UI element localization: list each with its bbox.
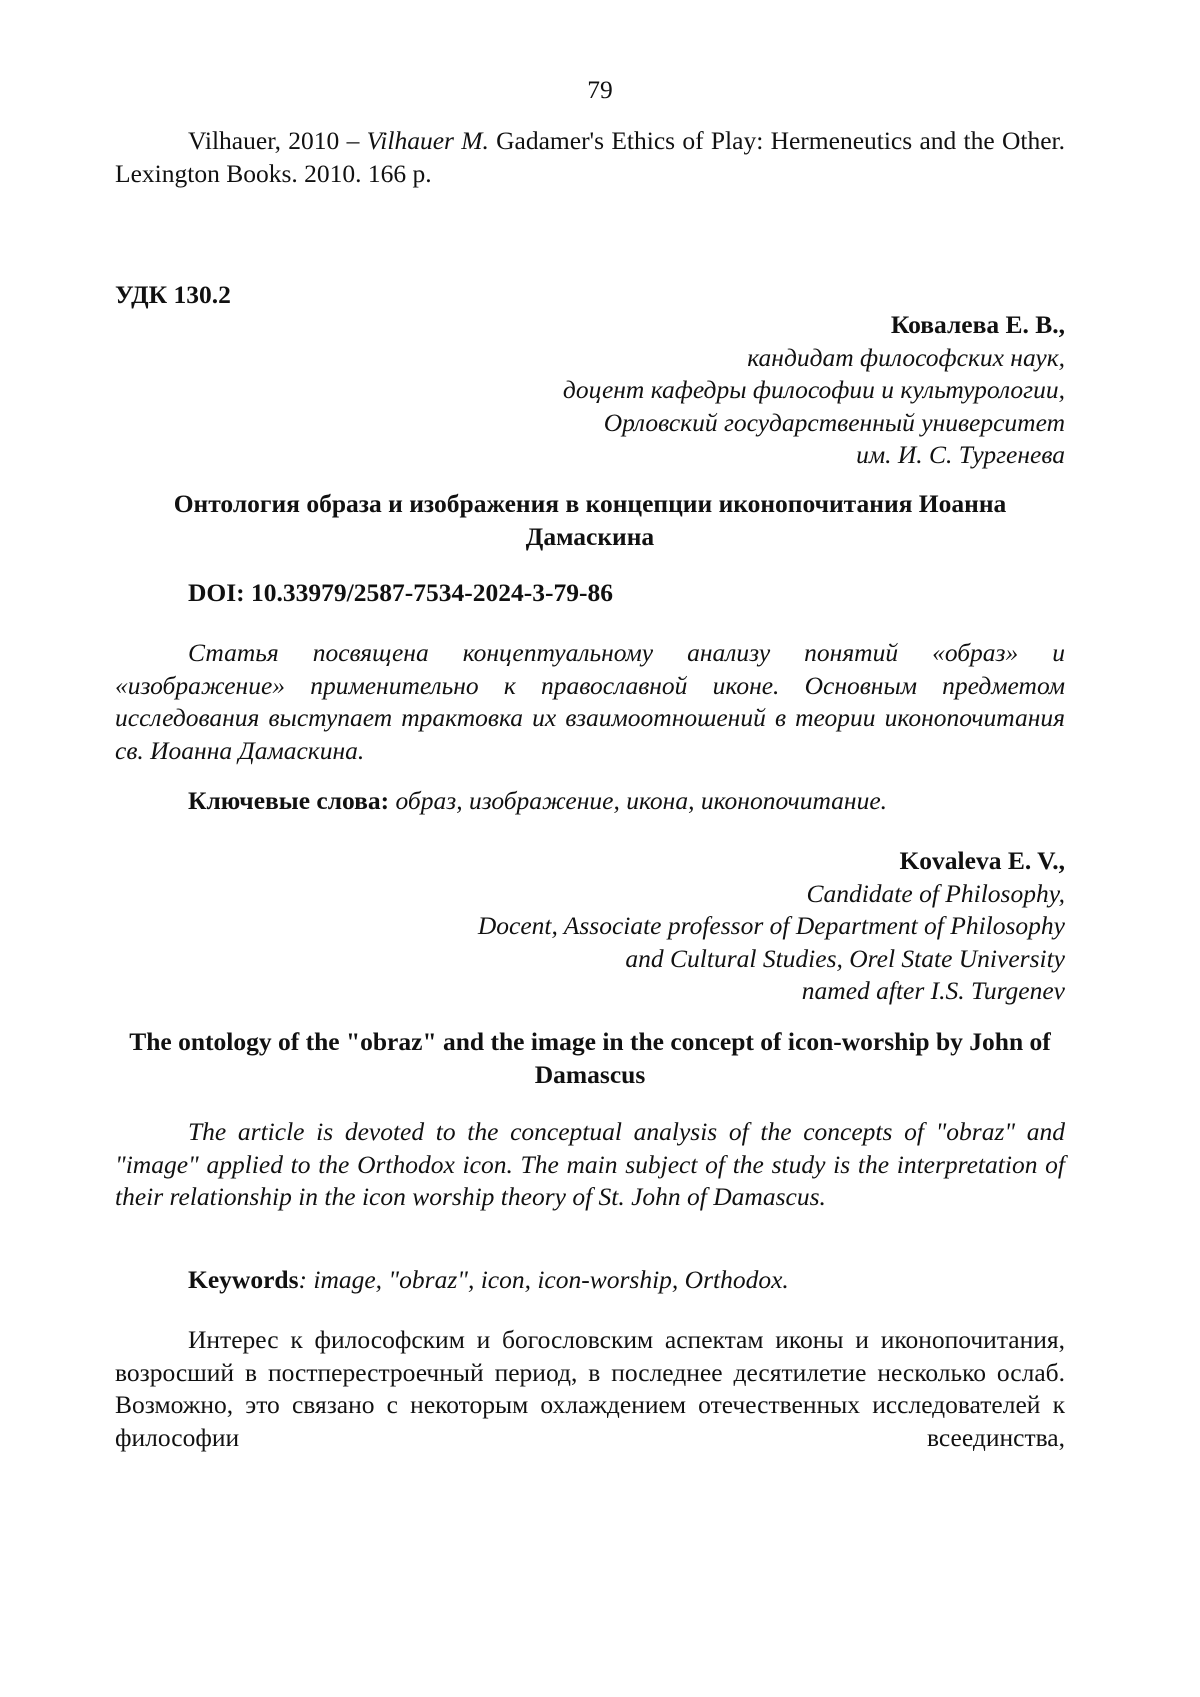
udk-code: УДК 130.2 bbox=[115, 280, 231, 309]
keywords-label-en: Keywords bbox=[188, 1265, 299, 1294]
keywords-label-ru: Ключевые слова: bbox=[188, 786, 390, 815]
keywords-text-en: : image, "obraz", icon, icon-worship, Orthodox. bbox=[298, 1265, 789, 1294]
abstract-ru: Статья посвящена концептуальному анализу понятий «образ» и «изображение» применительно к православной иконе. Основным предметом исследования выступает трактовка их взаимоотношений в теории иконопочитания св. Иоанна Дамаскина. bbox=[115, 638, 1065, 765]
author-block-en bbox=[115, 845, 1065, 1008]
reference-rest: Gadamer's Ethics of Play: Hermeneutics and the Other. Lexington Books. 2010. 166 p. bbox=[115, 126, 1065, 188]
author-name-en: Kovaleva E. V., bbox=[899, 846, 1065, 875]
author-name-ru: Ковалева Е. В., bbox=[890, 310, 1065, 339]
page-number: 79 bbox=[587, 75, 613, 104]
author-affiliation-line: and Cultural Studies, Orel State University bbox=[625, 943, 1065, 973]
author-affiliation-line: named after I.S. Turgenev bbox=[801, 976, 1065, 1005]
reference-lead: Vilhauer, 2010 – bbox=[188, 126, 367, 155]
article-title-en: The ontology of the "obraz" and the image in the concept of icon-worship by John of Damascus bbox=[129, 1027, 1051, 1089]
doi: DOI: 10.33979/2587-7534-2024-3-79-86 bbox=[188, 578, 613, 607]
author-affiliation-line: кандидат философских наук, bbox=[747, 342, 1065, 372]
keywords-en bbox=[115, 1264, 1065, 1297]
keywords-ru bbox=[115, 785, 1065, 818]
author-affiliation-line: Docent, Associate professor of Department of Philosophy bbox=[477, 911, 1065, 940]
article-title-ru: Онтология образа и изображения в концепции иконопочитания Иоанна Дамаскина bbox=[173, 489, 1007, 551]
abstract-en: The article is devoted to the conceptual analysis of the concepts of "obraz" and "image" applied to the Orthodox icon. The main subject of the study is the interpretation of their relationship in the icon worship theory of St. John of Damascus. bbox=[115, 1117, 1065, 1211]
author-affiliation-line: Candidate of Philosophy, bbox=[806, 878, 1065, 908]
reference-author: Vilhauer M. bbox=[366, 126, 489, 155]
keywords-text-ru: образ, изображение, икона, иконопочитание. bbox=[389, 786, 888, 815]
body-paragraph: Интерес к философским и богословским аспектам иконы и иконопочитания, возросший в постперестроечный период, в последнее десятилетие несколько ослаб. Возможно, это связано с некоторым охлаждением отечественных исследователей к философии всеединства, bbox=[115, 1325, 1065, 1452]
author-affiliation-line: доцент кафедры философии и культурологии, bbox=[562, 375, 1065, 404]
author-block-ru bbox=[115, 309, 1065, 472]
author-affiliation-line: им. И. С. Тургенева bbox=[856, 440, 1065, 469]
author-affiliation-line: Орловский государственный университет bbox=[603, 407, 1065, 437]
reference-entry bbox=[115, 125, 1065, 190]
